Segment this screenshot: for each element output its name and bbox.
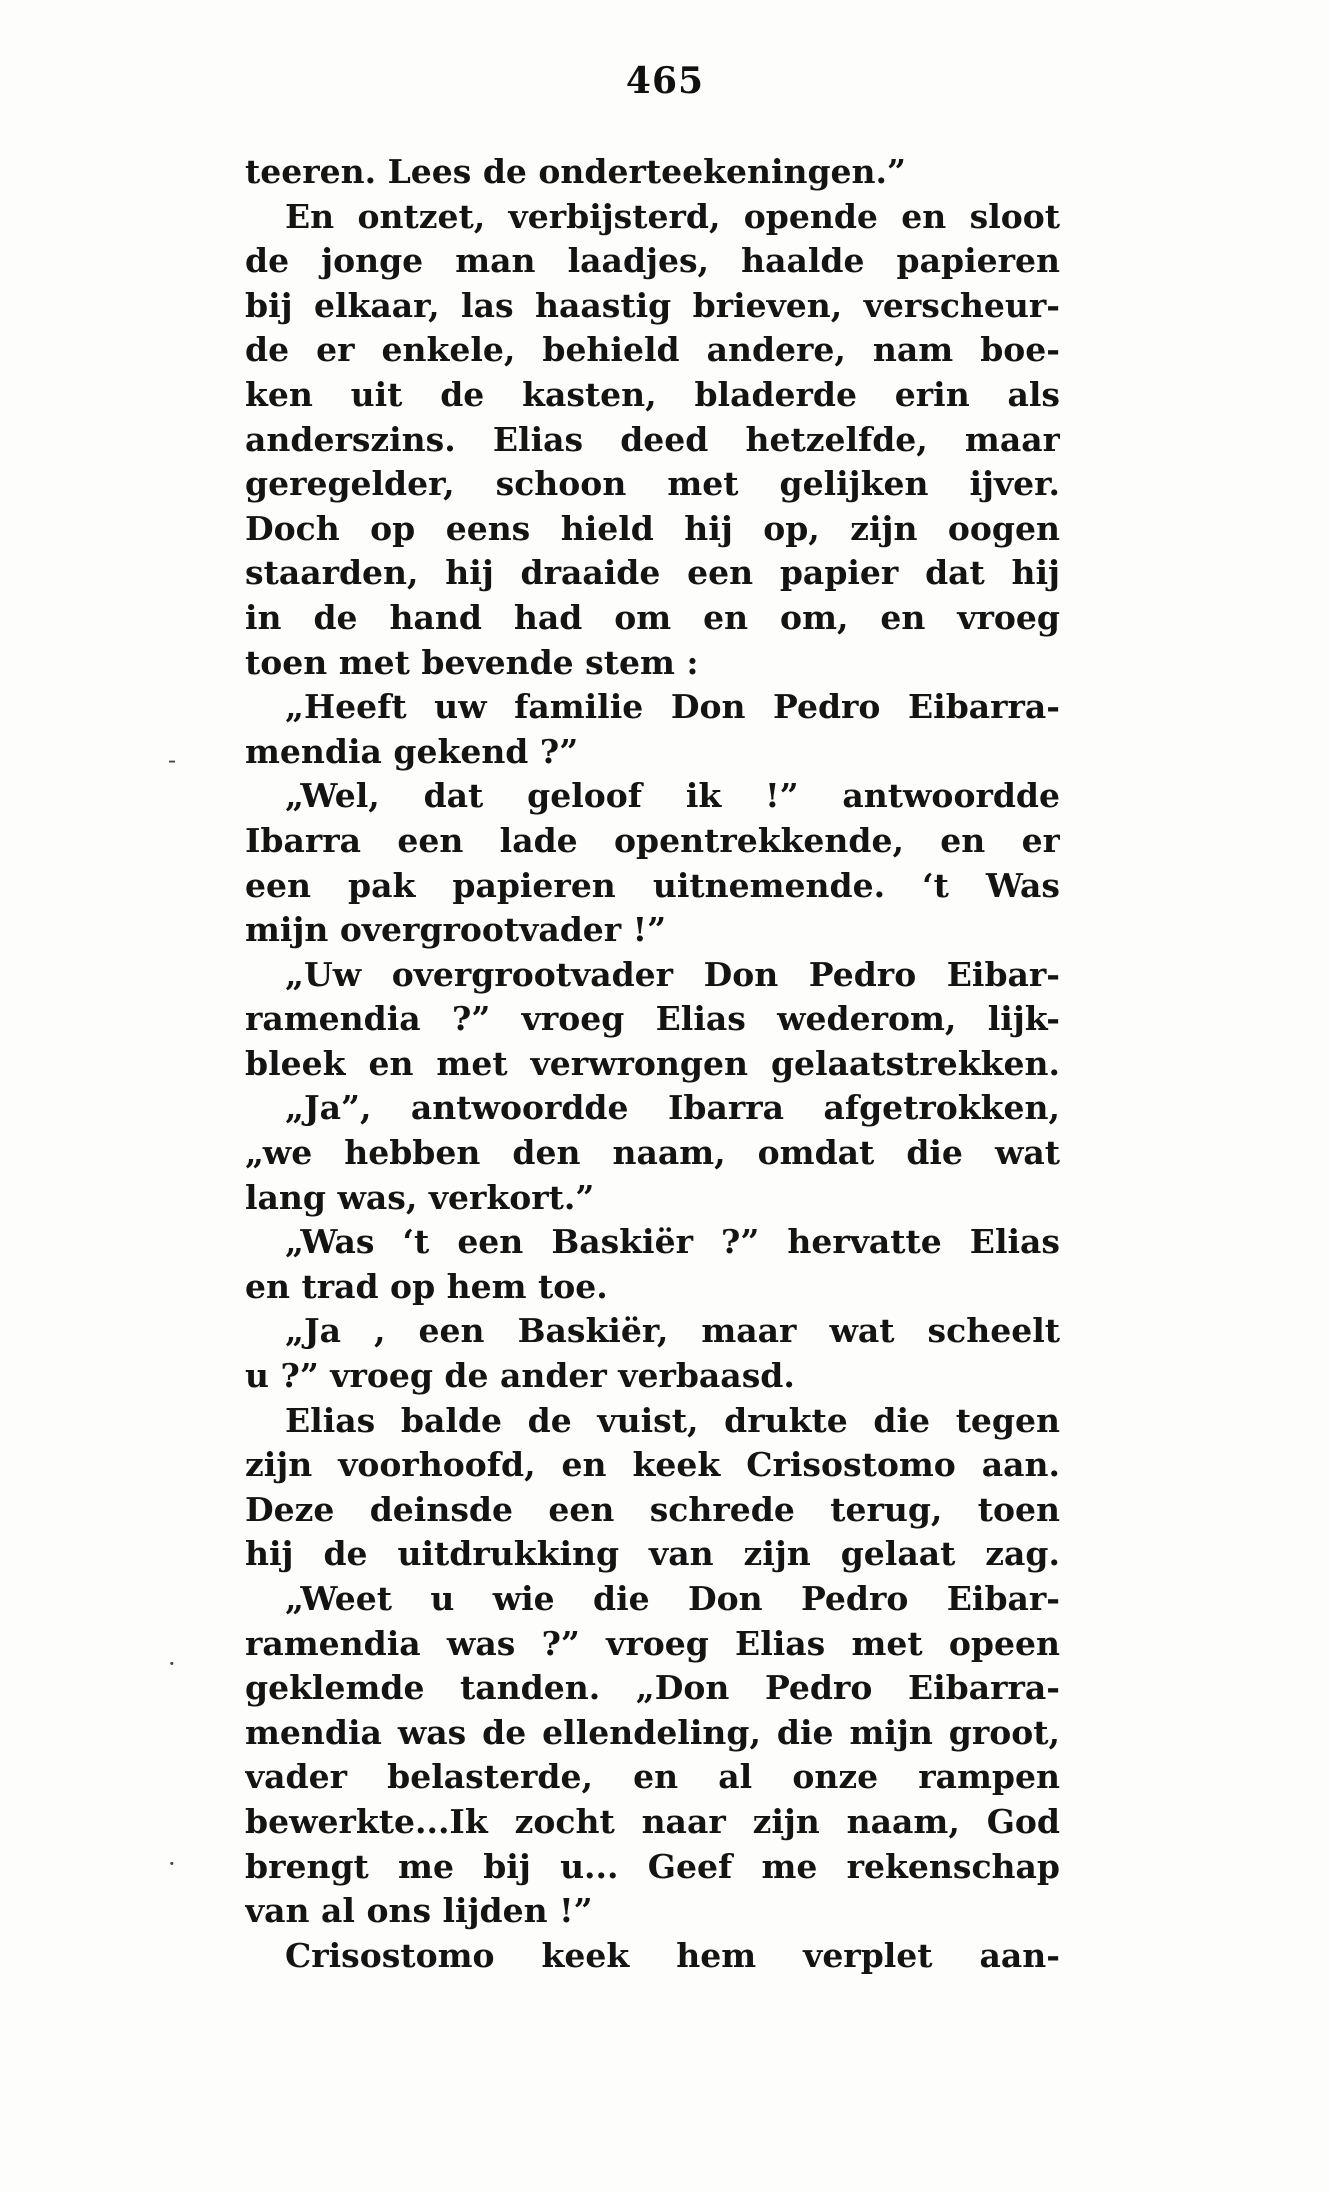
- body-text: [245, 150, 1060, 1978]
- text-line: „we hebben den naam, omdat die wat: [245, 1133, 1060, 1173]
- text-line: toen met bevende stem :: [245, 642, 699, 682]
- text-line: lang was, verkort.”: [245, 1177, 595, 1217]
- text-line: „Uw overgrootvader Don Pedro Eibar-: [285, 954, 1060, 994]
- text-line: mendia gekend ?”: [245, 731, 579, 771]
- text-line: hij de uitdrukking van zijn gelaat zag.: [245, 1534, 1060, 1574]
- text-line: geklemde tanden. „Don Pedro Eibarra-: [245, 1668, 1060, 1708]
- text-line: bleek en met verwrongen gelaatstrekken.: [245, 1043, 1060, 1083]
- text-line: En ontzet, verbijsterd, opende en sloot: [285, 196, 1060, 236]
- text-line: van al ons lijden !”: [245, 1891, 593, 1931]
- text-line: en trad op hem toe.: [245, 1266, 608, 1306]
- text-line: geregelder, schoon met gelijken ijver.: [245, 464, 1060, 504]
- text-line: in de hand had om en om, en vroeg: [245, 597, 1060, 637]
- text-line: vader belasterde, en al onze rampen: [245, 1757, 1060, 1797]
- text-line: Elias balde de vuist, drukte die tegen: [285, 1400, 1060, 1440]
- text-line: „Was ‘t een Baskiër ?” hervatte Elias: [285, 1222, 1060, 1262]
- page-number: 465: [625, 60, 705, 102]
- text-line: Crisostomo keek hem verplet aan-: [285, 1935, 1060, 1975]
- text-line: ramendia was ?” vroeg Elias met opeen: [245, 1623, 1060, 1663]
- text-line: „Wel, dat geloof ik !” antwoordde: [285, 776, 1060, 816]
- text-line: ramendia ?” vroeg Elias wederom, lijk-: [245, 999, 1060, 1039]
- text-line: mendia was de ellendeling, die mijn groot,: [245, 1712, 1060, 1752]
- text-line: staarden, hij draaide een papier dat hij: [245, 553, 1060, 593]
- margin-speck: ·: [168, 1650, 176, 1678]
- text-line: Doch op eens hield hij op, zijn oogen: [245, 508, 1060, 548]
- text-line: de er enkele, behield andere, nam boe-: [245, 330, 1060, 370]
- text-line: bewerkte...Ik zocht naar zijn naam, God: [245, 1801, 1060, 1841]
- text-line: brengt me bij u... Geef me rekenschap: [245, 1846, 1060, 1886]
- text-line: Ibarra een lade opentrekkende, en er: [245, 820, 1060, 860]
- margin-speck: -: [168, 746, 177, 774]
- text-line: u ?” vroeg de ander verbaasd.: [245, 1356, 795, 1396]
- text-line: anderszins. Elias deed hetzelfde, maar: [245, 419, 1060, 459]
- text-line: zijn voorhoofd, en keek Crisostomo aan.: [245, 1445, 1060, 1485]
- text-line: mijn overgrootvader !”: [245, 910, 667, 950]
- text-line: de jonge man laadjes, haalde papieren: [245, 241, 1060, 281]
- text-line: „Heeft uw familie Don Pedro Eibarra-: [285, 687, 1060, 727]
- text-line: „Ja”, antwoordde Ibarra afgetrokken,: [285, 1088, 1060, 1128]
- text-line: ken uit de kasten, bladerde erin als: [245, 374, 1060, 414]
- margin-speck: ·: [168, 1850, 176, 1878]
- text-line: bij elkaar, las haastig brieven, verscheur-: [245, 285, 1060, 325]
- text-line: „Ja , een Baskiër, maar wat scheelt: [285, 1311, 1060, 1351]
- text-line: een pak papieren uitnemende. ‘t Was: [245, 865, 1060, 905]
- text-line: teeren. Lees de onderteekeningen.”: [245, 152, 907, 191]
- text-line: „Weet u wie die Don Pedro Eibar-: [285, 1579, 1060, 1618]
- text-line: Deze deinsde een schrede terug, toen: [245, 1489, 1060, 1529]
